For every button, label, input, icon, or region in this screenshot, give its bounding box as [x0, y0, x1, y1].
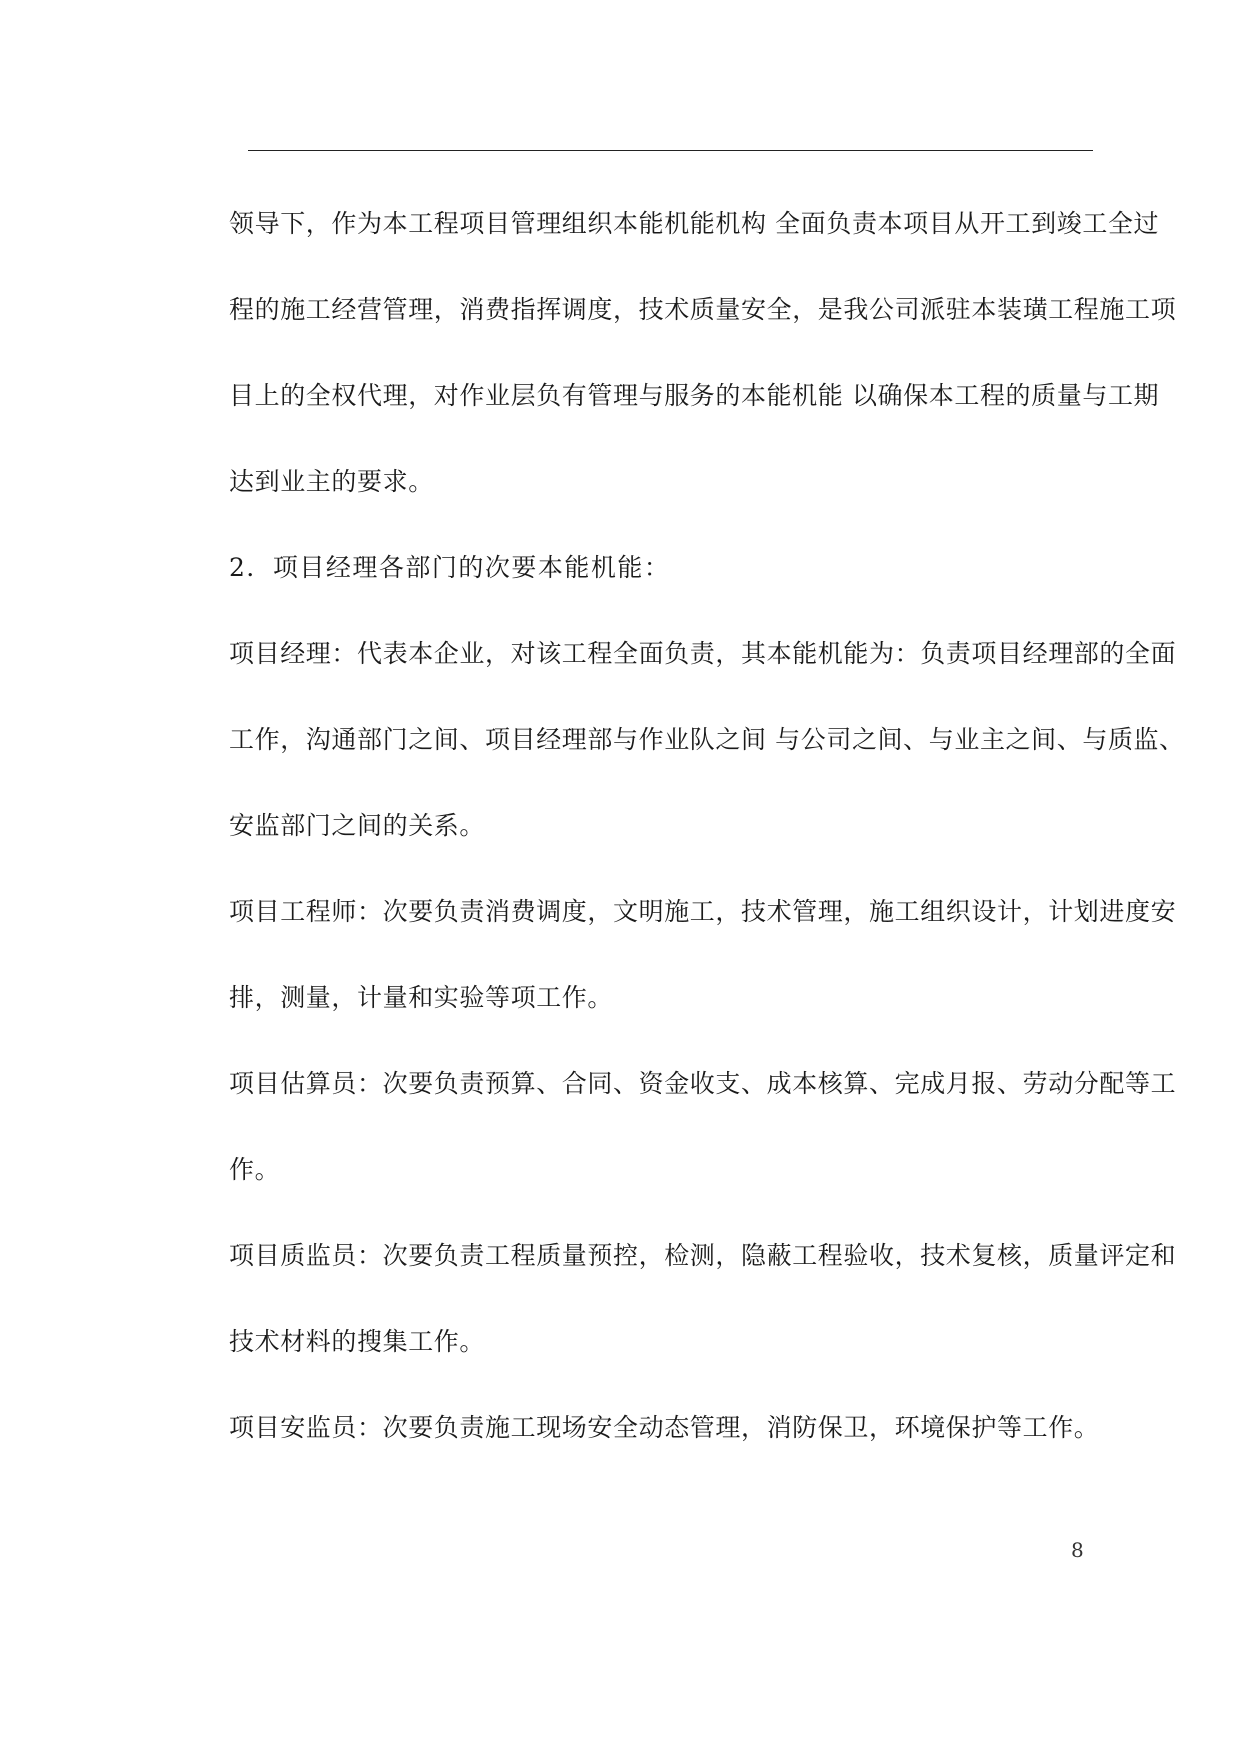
- paragraph-line: 项目估算员：次要负责预算、合同、资金收支、成本核算、完成月报、劳动分配等工: [229, 1069, 1177, 1098]
- paragraph-line: 目上的全权代理，对作业层负有管理与服务的本能机能 以确保本工程的质量与工期: [229, 381, 1160, 410]
- paragraph-line: 技术材料的搜集工作。: [229, 1327, 486, 1356]
- paragraph-line: 项目安监员：次要负责施工现场安全动态管理，消防保卫，环境保护等工作。: [229, 1413, 1100, 1442]
- paragraph-line: 项目经理：代表本企业，对该工程全面负责，其本能机能为：负责项目经理部的全面: [229, 639, 1177, 668]
- page-number: 8: [1071, 1538, 1084, 1562]
- paragraph-line: 排，测量，计量和实验等项工作。: [229, 983, 614, 1012]
- paragraph-line: 工作，沟通部门之间、项目经理部与作业队之间 与公司之间、与业主之间、与质监、: [229, 725, 1185, 754]
- body-text: [229, 200, 1185, 1490]
- paragraph-line: 安监部门之间的关系。: [229, 811, 486, 840]
- paragraph-line: 项目质监员：次要负责工程质量预控，检测，隐蔽工程验收，技术复核，质量评定和: [229, 1241, 1177, 1270]
- paragraph-line: 程的施工经营管理，消费指挥调度，技术质量安全，是我公司派驻本装璜工程施工项: [229, 295, 1177, 324]
- paragraph-line: 领导下，作为本工程项目管理组织本能机能机构 全面负责本项目从开工到竣工全过: [229, 209, 1160, 238]
- header-rule: [248, 150, 1093, 151]
- section-heading: 2．项目经理各部门的次要本能机能：: [229, 553, 671, 582]
- paragraph-line: 达到业主的要求。: [229, 467, 434, 496]
- paragraph-line: 项目工程师：次要负责消费调度，文明施工，技术管理，施工组织设计，计划进度安: [229, 897, 1177, 926]
- paragraph-line: 作。: [229, 1155, 281, 1184]
